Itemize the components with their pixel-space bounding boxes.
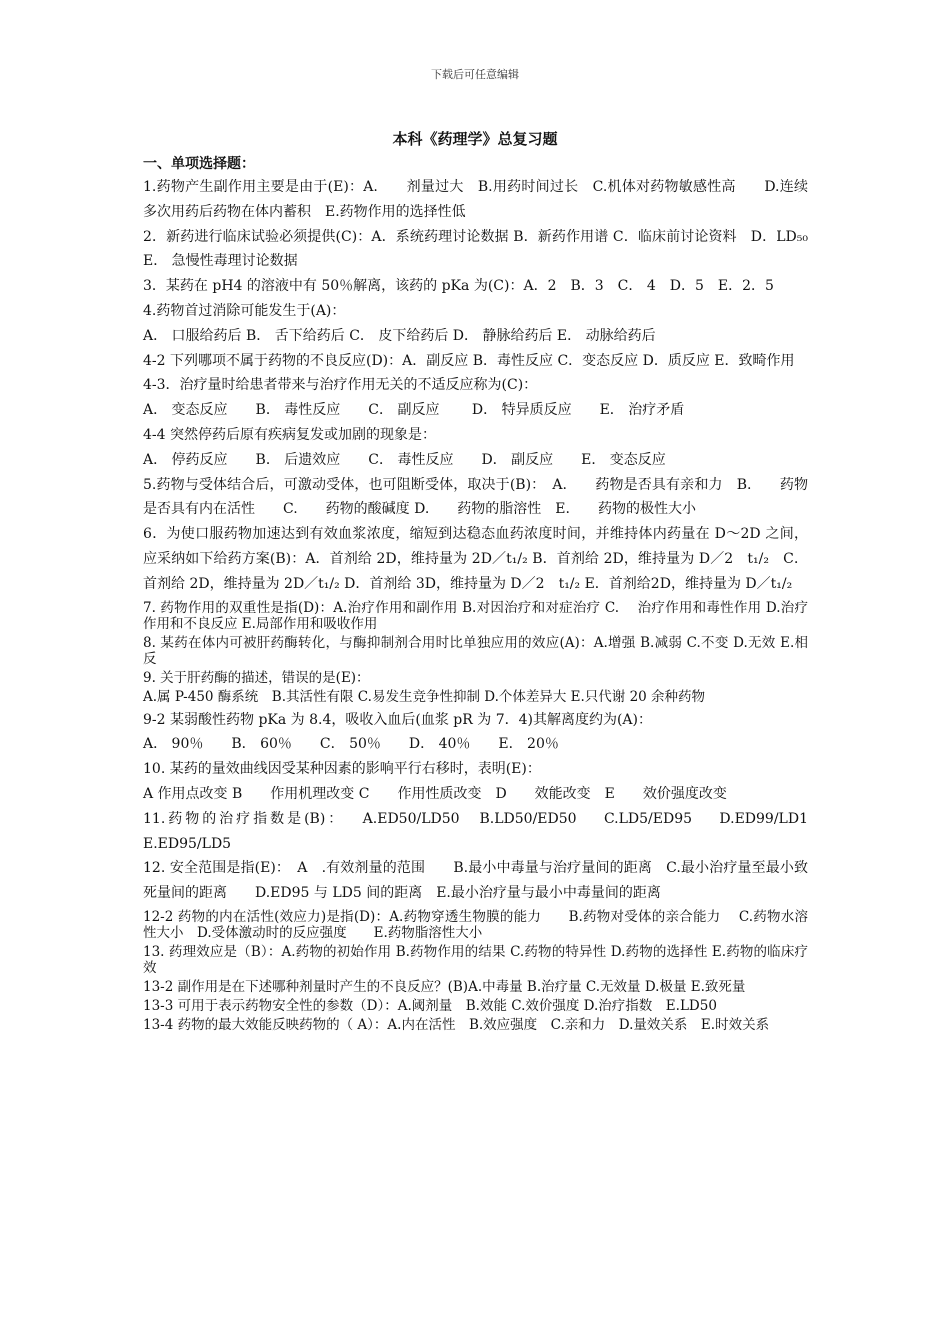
question-paragraph: 7. 药物作用的双重性是指(D)：A.治疗作用和副作用 B.对因治疗和对症治疗 C. 治疗作用和毒性作用 D.治疗作用和不良反应 E.局部作用和吸收作用 [143,599,808,632]
question-paragraph: 4.药物首过消除可能发生于(A)： [143,302,346,319]
question-paragraph: 3．某药在 pH4 的溶液中有 50％解离，该药的 pKa 为(C)：A．2 B．3 C． 4 D．5 E．2．5 [143,278,774,295]
question-paragraph: 2．新药进行临床试验必须提供(C)：A．系统药理讨论数据 B．新药作用谱 C．临床前讨论资料 D．LD₅₀ E． 急慢性毒理讨论数据 [143,228,808,270]
question-paragraph: 13. 药理效应是（B）：A.药物的初始作用 B.药物作用的结果 C.药物的特异性 D.药物的选择性 E.药物的临床疗效 [143,943,808,976]
question-paragraph: 1.药物产生副作用主要是由于(E)：A. 剂量过大 B.用药时间过长 C.机体对药物敏感性高 D.连续多次用药后药物在体内蓄积 E.药物作用的选择性低 [143,179,808,220]
question-paragraph: A． 90％ B． 60％ C． 50％ D． 40％ E． 20％ [143,736,559,753]
question-paragraph: 8. 某药在体内可被肝药酶转化，与酶抑制剂合用时比单独应用的效应(A)：A.增强 B.减弱 C.不变 D.无效 E.相反 [143,634,808,667]
question-paragraph: 11.药物的治疗指数是(B)： A.ED50/LD50 B.LD50/ED50 C.LD5/ED95 D.ED99/LD1 E.ED95/LD5 [143,810,827,852]
question-paragraph: 10. 某药的量效曲线因受某种因素的影响平行右移时，表明(E)： [143,761,541,778]
question-paragraph: A． 停药反应 B． 后遗效应 C． 毒性反应 D． 副反应 E． 变态反应 [143,451,666,468]
question-paragraph: 9. 关于肝药酶的描述，错误的是(E)： [143,669,370,686]
page-header: 下载后可任意编辑 [431,68,519,81]
question-list [143,175,827,1036]
question-paragraph: A． 变态反应 B． 毒性反应 C． 副反应 D． 特异质反应 E． 治疗矛盾 [143,402,685,419]
question-paragraph: A 作用点改变 B 作用机理改变 C 作用性质改变 D 效能改变 E 效价强度改变 [143,785,727,802]
question-paragraph: 6．为使口服药物加速达到有效血浆浓度，缩短到达稳态血药浓度时间，并维持体内药量在 D～2D 之间，应采纳如下给药方案(B)：A．首剂给 2D，维持量为 2D／t₁/₂ B．首剂给 2D，维持量为 D／2 t₁/₂ C． 首剂给 2D，维持量为 2D／t₁/₂ D．首剂给 3D，维持量为 D／2 t₁/₂ E．首剂给2D，维持量为 D／t₁/₂ [143,526,808,592]
question-paragraph: 13-4 药物的最大效能反映药物的（ A）：A.内在活性 B.效应强度 C.亲和力 D.量效关系 E.时效关系 [143,1016,770,1033]
question-paragraph: 5.药物与受体结合后，可激动受体，也可阻断受体，取决于(B)： A. 药物是否具有亲和力 B. 药物是否具有内在活性 C. 药物的酸碱度 D. 药物的脂溶性 E. 药物的极性大小 [143,476,808,518]
question-paragraph: 4-4 突然停药后原有疾病复发或加剧的现象是： [143,426,436,443]
document-title: 本科《药理学》总复习题 [392,130,558,148]
question-paragraph: A． 口服给药后 B． 舌下给药后 C． 皮下给药后 D． 静脉给药后 E． 动脉给药后 [143,327,656,344]
question-paragraph: 9-2 某弱酸性药物 pKa 为 8.4，吸收入血后(血浆 pR 为 7．4)其解离度约为(A)： [143,711,653,728]
question-paragraph: 4-2 下列哪项不属于药物的不良反应(D)：A．副反应 B．毒性反应 C．变态反应 D．质反应 E．致畸作用 [143,352,795,369]
question-paragraph: 4-3．治疗量时给患者带来与治疗作用无关的不适反应称为(C)： [143,377,538,394]
question-paragraph: A.属 P-450 酶系统 B.其活性有限 C.易发生竞争性抑制 D.个体差异大 E.只代谢 20 余种药物 [143,688,706,705]
question-paragraph: 13-3 可用于表示药物安全性的参数（D）：A.阈剂量 B.效能 C.效价强度 D.治疗指数 E.LD50 [143,997,717,1014]
question-paragraph: 13-2 副作用是在下述哪种剂量时产生的不良反应？(B)A.中毒量 B.治疗量 C.无效量 D.极量 E.致死量 [143,978,746,995]
question-paragraph: 12. 安全范围是指(E)： A .有效剂量的范围 B.最小中毒量与治疗量间的距离 C.最小治疗量至最小致死量间的距离 D.ED95 与 LD5 间的距离 E.最小治疗量与最小中毒量间的距离 [143,860,808,902]
question-paragraph: 12-2 药物的内在活性(效应力)是指(D)：A.药物穿透生物膜的能力 B.药物对受体的亲合能力 C.药物水溶性大小 D.受体激动时的反应强度 E.药物脂溶性大小 [143,908,808,941]
section-heading: 一、单项选择题： [143,156,255,172]
